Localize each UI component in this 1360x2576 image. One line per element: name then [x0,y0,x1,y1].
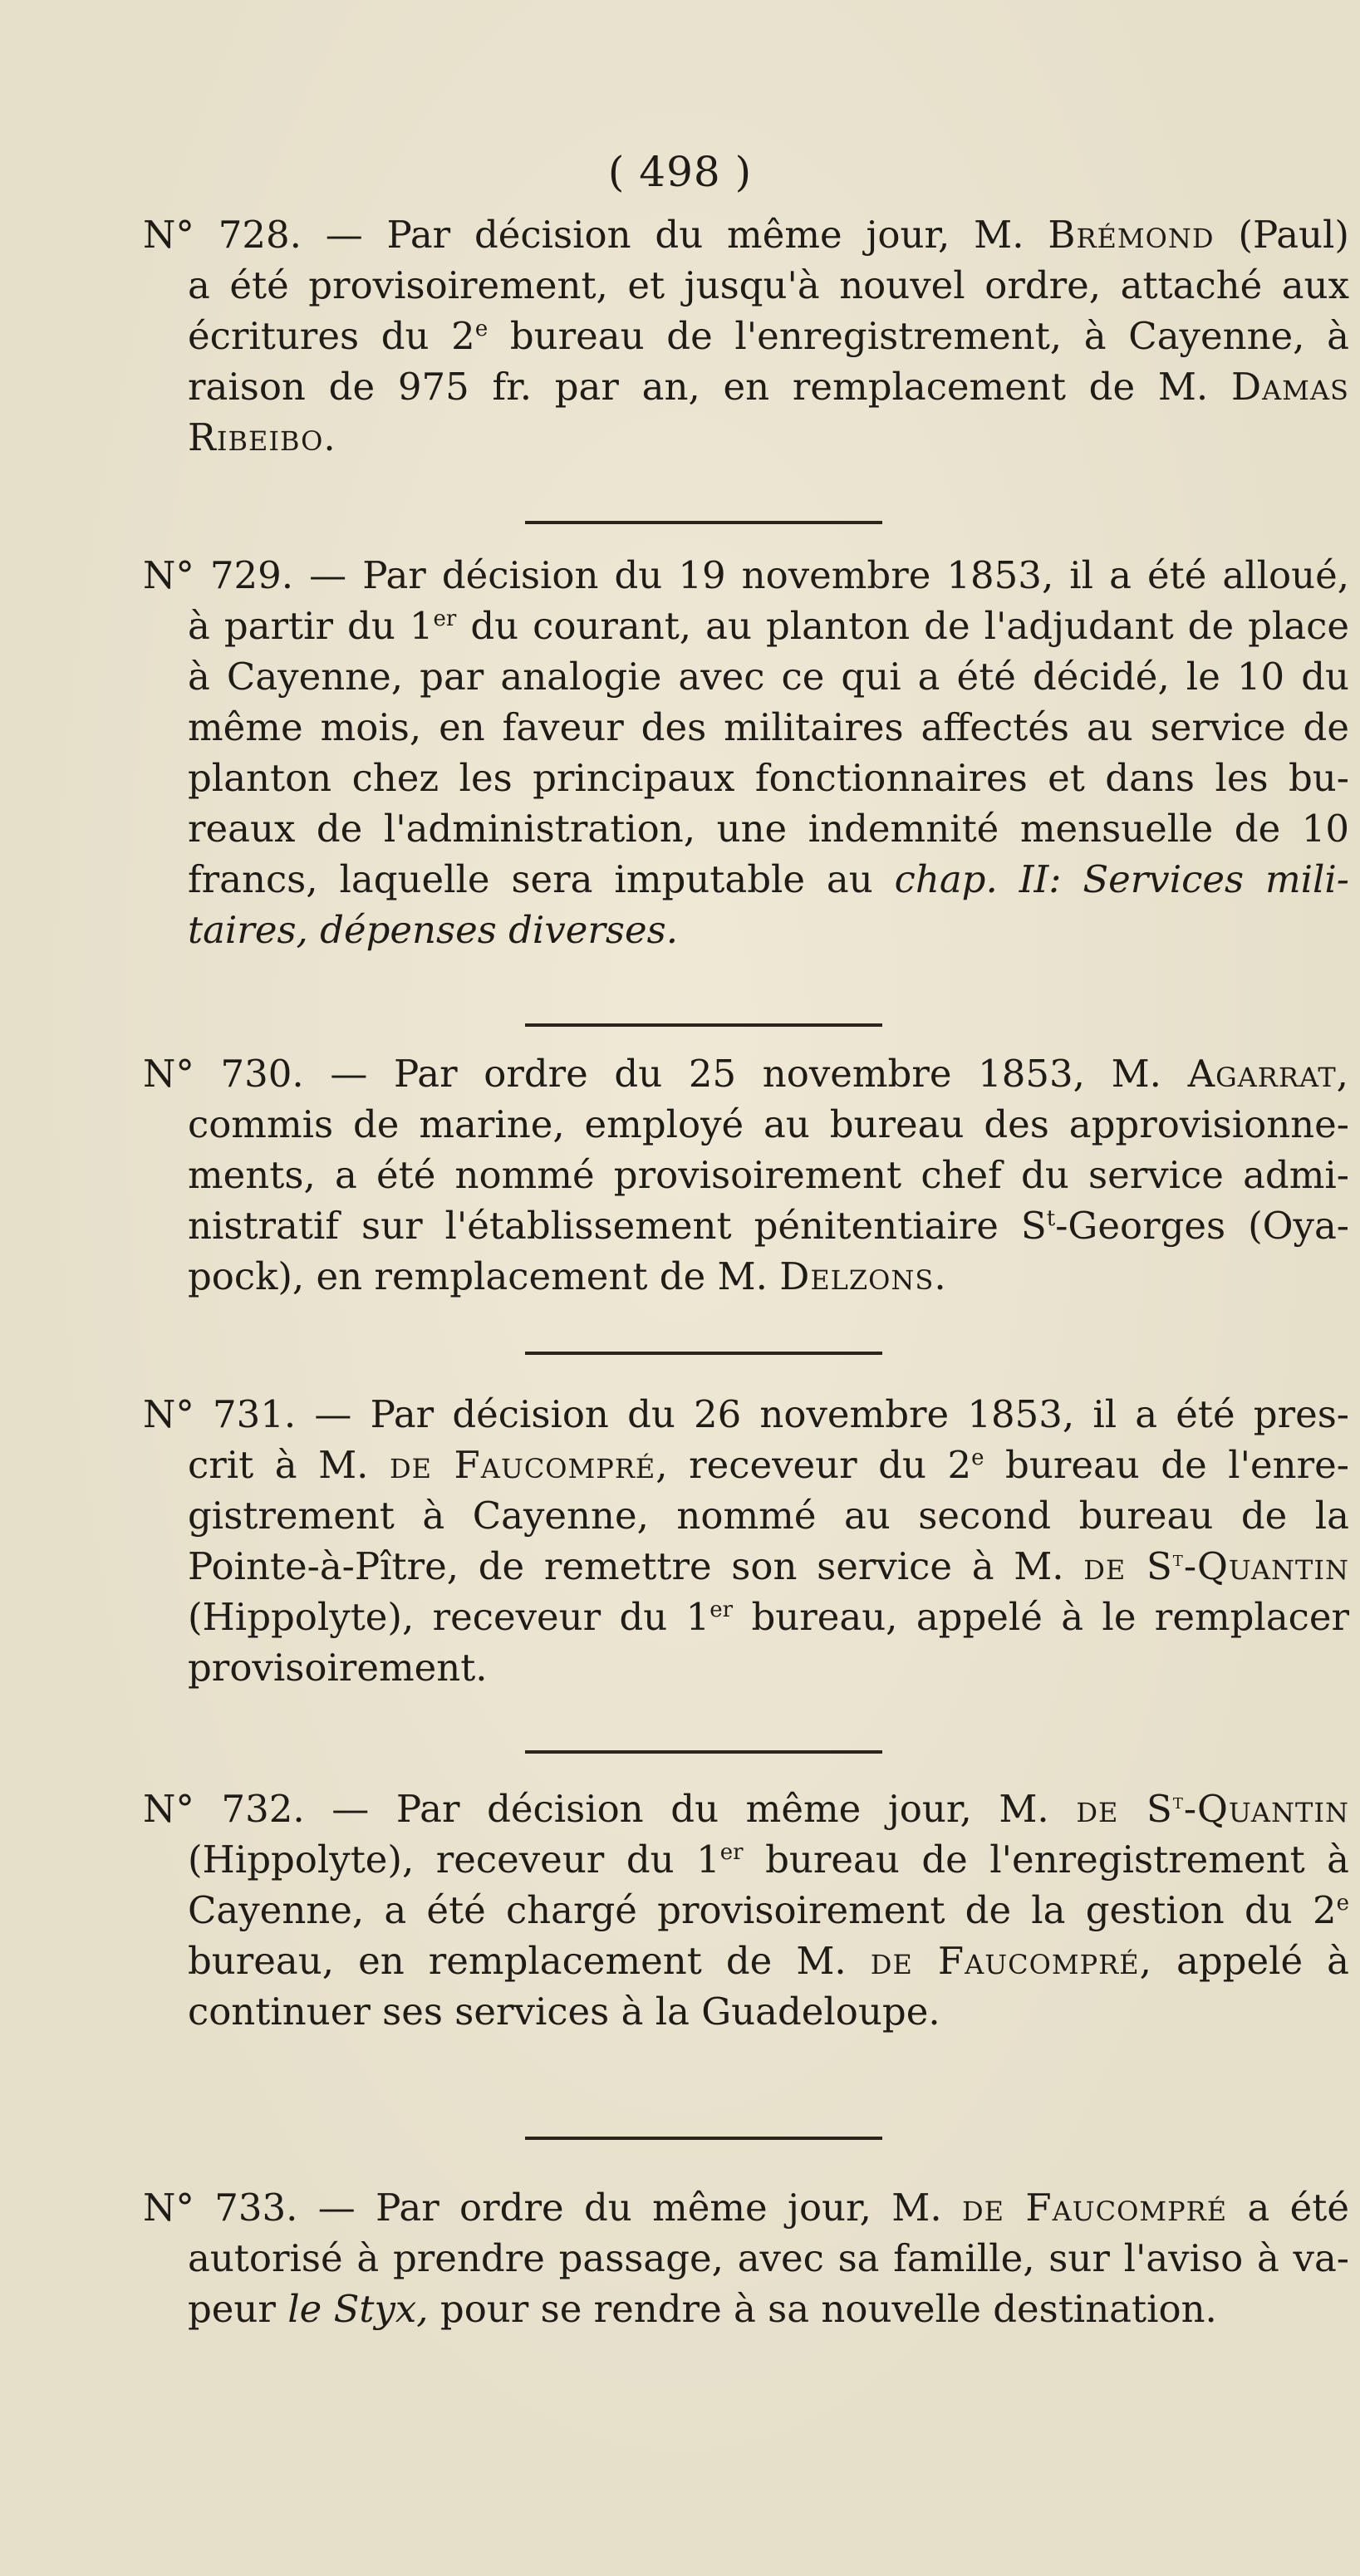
entry-line [143,1490,1349,1541]
text-run: écritures du 2 [188,314,475,358]
entry-line [143,1834,1349,1885]
text-run: gistrement à Cayenne, nommé au second bureau de la [188,1494,1349,1538]
superscript: t [1172,1789,1184,1814]
text-run: (Hippolyte), receveur du 1 [188,1595,710,1639]
section-divider [525,1750,882,1754]
superscript: e [971,1445,984,1470]
entry-line [143,412,1349,463]
text-run: commis de marine, employé au bureau des approvisionne- [188,1102,1349,1146]
entry-number: N° 730. [143,1052,304,1096]
person-name: Agarrat, [1187,1052,1349,1096]
entry-line [143,1099,1349,1150]
entry-number: N° 733. [143,2186,298,2230]
entry-line [143,550,1349,601]
entry-line [143,1251,1349,1302]
section-divider [525,1023,882,1027]
entry-731 [143,1389,1349,1693]
text-run: à partir du 1 [188,604,434,648]
person-name: de Faucompré [389,1443,656,1487]
italic-text: taires, dépenses diverses. [188,908,679,952]
superscript: er [709,1597,734,1622]
entry-number: N° 729. [143,553,294,597]
superscript: e [1336,1891,1349,1916]
entry-line [143,2233,1349,2284]
entry-line [143,1885,1349,1936]
italic-text: le Styx, [287,2287,429,2331]
entry-line [143,260,1349,311]
entry-line [143,361,1349,412]
entry-line [143,651,1349,702]
entry-line [143,753,1349,803]
entry-line [143,1541,1349,1592]
entry-line [143,2182,1349,2233]
text-run: — Par décision du 19 novembre 1853, il a été alloué, [309,553,1349,597]
entry-line [143,209,1349,260]
text-run: (Hippolyte), receveur du 1 [188,1838,720,1882]
entry-line [143,311,1349,361]
text-run: (Paul) [1238,213,1349,257]
superscript: t [1172,1547,1184,1572]
person-name [1076,1787,1349,1831]
text-run: de S [1083,1544,1173,1588]
text-run: reaux de l'administration, une indemnité mensuelle de 10 [188,807,1349,851]
person-name: Damas [1230,365,1349,409]
entry-line [143,2284,1349,2334]
text-run: peur [188,2287,276,2331]
entry-line [143,1784,1349,1834]
text-run: nistratif sur l'établissement pénitentiaire S [188,1204,1047,1248]
text-run: bureau, appelé à le remplacer [751,1595,1349,1639]
page-number: ( 498 ) [607,148,753,196]
text-run: pour se rendre à sa nouvelle destination. [439,2287,1217,2331]
text-run: — Par ordre du même jour, M. [317,2186,942,2230]
text-run: à Cayenne, par analogie avec ce qui a été décidé, le 10 du [188,655,1349,699]
person-name: de Faucompré [961,2186,1228,2230]
entry-728 [143,209,1349,463]
person-name: Brémond [1048,213,1215,257]
entry-line [143,1389,1349,1440]
text-run: — Par décision du même jour, M. [325,213,1024,257]
text-run: même mois, en faveur des militaires affectés au service de [188,705,1349,749]
text-run: provisoirement. [188,1646,488,1690]
person-name [1083,1544,1349,1588]
text-run: a été provisoirement, et jusqu'à nouvel ordre, attaché aux [188,263,1349,307]
entry-line [143,905,1349,955]
text-run: bureau de l'enre- [1005,1443,1349,1487]
entry-730 [143,1048,1349,1302]
text-run: continuer ses services à la Guadeloupe. [188,1990,940,2034]
entry-733 [143,2182,1349,2334]
entry-number: N° 731. [143,1392,297,1436]
text-run: bureau de l'enregistrement à [765,1838,1349,1882]
text-run: francs, laquelle sera imputable au [188,857,873,901]
person-name: de Faucompré, [870,1939,1152,1983]
text-run: , receveur du 2 [655,1443,972,1487]
text-run: — Par décision du 26 novembre 1853, il a été pres- [314,1392,1350,1436]
entry-line [143,803,1349,854]
text-run: du courant, au planton de l'adjudant de place [470,604,1349,648]
entry-line [143,854,1349,905]
entry-line [143,601,1349,651]
entry-line [143,1642,1349,1693]
text-run: -Georges (Oya- [1055,1204,1349,1248]
text-run: — Par ordre du 25 novembre 1853, M. [330,1052,1161,1096]
italic-text: chap. II: Services mili- [894,857,1350,901]
entry-line [143,1048,1349,1099]
text-run: bureau de l'enregistrement, à Cayenne, à [509,314,1349,358]
section-divider [525,521,882,524]
text-run: bureau, en remplacement de M. [188,1939,847,1983]
section-divider [525,1352,882,1355]
text-run: planton chez les principaux fonctionnaires et dans les bu- [188,756,1349,800]
text-run: -Quantin [1183,1787,1350,1831]
text-run: a été [1247,2186,1349,2230]
person-name: Ribeibo. [188,415,336,459]
text-run: pock), en remplacement de M. [188,1254,768,1298]
entry-line [143,1936,1349,1986]
text-run: Cayenne, a été chargé provisoirement de la gestion du 2 [188,1888,1337,1932]
text-run: -Quantin [1183,1544,1349,1588]
entry-line [143,1592,1349,1642]
entry-line [143,1440,1349,1490]
entry-number: N° 728. [143,213,302,257]
entry-line [143,1986,1349,2037]
text-run: autorisé à prendre passage, avec sa famille, sur l'aviso à va- [188,2236,1349,2280]
text-run: — Par décision du même jour, M. [331,1787,1049,1831]
text-run: ments, a été nommé provisoirement chef du service admi- [188,1153,1349,1197]
entry-729 [143,550,1349,955]
superscript: er [433,606,457,631]
superscript: e [474,316,489,341]
text-run: de S [1076,1787,1173,1831]
entry-line [143,1200,1349,1251]
person-name: Delzons. [779,1254,947,1298]
entry-number: N° 732. [143,1787,305,1831]
text-run: Pointe-à-Pître, de remettre son service à M. [188,1544,1064,1588]
text-run: crit à M. [188,1443,369,1487]
text-run: appelé à [1176,1939,1349,1983]
text-run: raison de 975 fr. par an, en remplacement de M. [188,365,1209,409]
section-divider [525,2137,882,2140]
entry-732 [143,1784,1349,2037]
superscript: t [1046,1206,1056,1231]
entry-line [143,702,1349,753]
superscript: er [719,1840,744,1865]
entry-line [143,1150,1349,1200]
